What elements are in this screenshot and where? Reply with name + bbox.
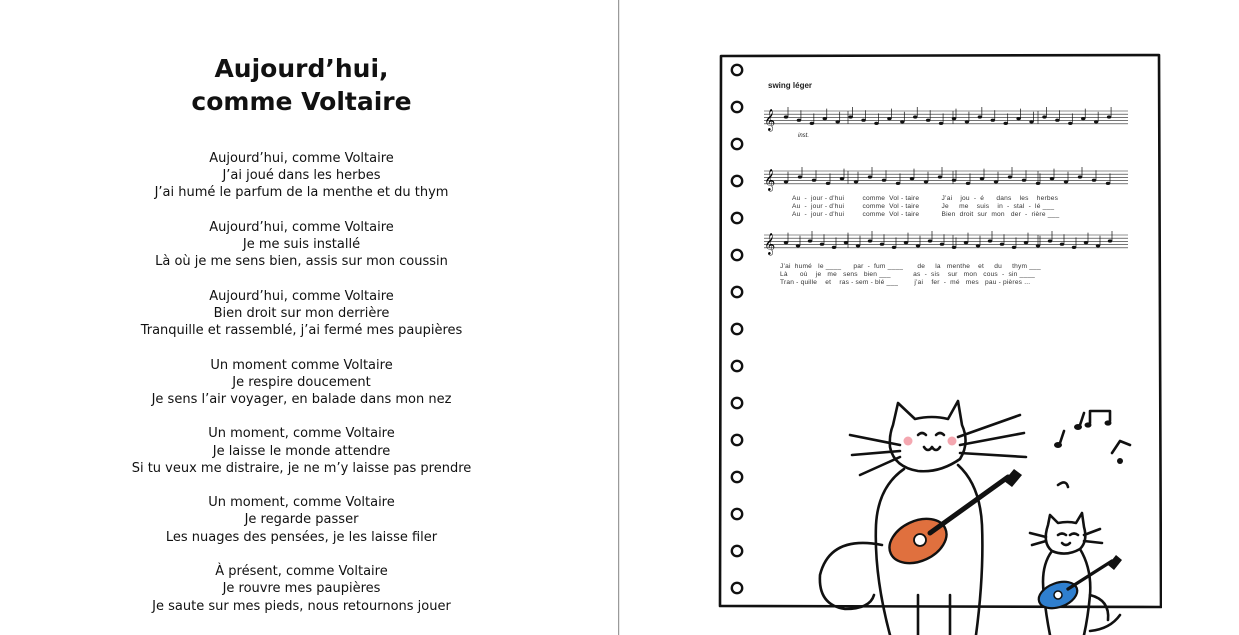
note-head (868, 239, 872, 242)
note-head (1060, 243, 1064, 246)
note-head (924, 180, 928, 183)
lyric-line: Là où je me sens bien, assis sur mon coussin (155, 254, 448, 270)
note-head (1012, 246, 1016, 249)
note-head (988, 239, 992, 242)
note-head (887, 117, 891, 120)
treble-clef-icon: 𝄞 (764, 109, 776, 131)
stanza (0, 563, 603, 615)
binder-hole (732, 435, 742, 445)
note-head (854, 180, 858, 183)
note-head (896, 182, 900, 185)
lyric-row: J’ai humé le ____ par - fum ____ de la menthe et du thym ___ (780, 263, 1041, 270)
binder-hole (732, 583, 742, 593)
lyric-line: À présent, comme Voltaire (215, 564, 388, 580)
binder-hole (732, 509, 742, 519)
note-head (952, 246, 956, 249)
lyric-line: J’ai humé le parfum de la menthe et du thym (154, 185, 449, 201)
binder-hole (732, 546, 742, 556)
note-head (784, 241, 788, 244)
note-head (952, 117, 956, 120)
lyric-line: Je laisse le monde attendre (212, 443, 391, 459)
note-head (1048, 239, 1052, 242)
note-head (892, 246, 896, 249)
note-head (868, 175, 872, 178)
note-head (966, 182, 970, 185)
note-head (1108, 239, 1112, 242)
note-head (913, 115, 917, 118)
note-head (1036, 244, 1040, 247)
note-head (861, 119, 865, 122)
binder-hole (732, 213, 742, 223)
right-page (620, 0, 1239, 635)
note-head (1064, 180, 1068, 183)
stanza (0, 219, 603, 271)
note-head (1107, 115, 1111, 118)
note-head (1050, 177, 1054, 180)
note-head (1072, 246, 1076, 249)
note-head (808, 239, 812, 242)
note-head (880, 243, 884, 246)
note-head (796, 244, 800, 247)
lyric-row: Au - jour - d’hui comme Vol - taire Je me suis in - stal - lé ___ (792, 203, 1055, 210)
song-title-line-1: Aujourd’hui, (214, 54, 389, 83)
note-head (991, 119, 995, 122)
note-head (1024, 241, 1028, 244)
note-head (978, 115, 982, 118)
note-head (835, 120, 839, 123)
note-head (784, 115, 788, 118)
note-head (910, 177, 914, 180)
note-head (964, 241, 968, 244)
binder-hole (732, 102, 742, 112)
stanza (0, 357, 603, 409)
note-head (965, 120, 969, 123)
lyric-line: Aujourd’hui, comme Voltaire (209, 288, 394, 304)
note-head (882, 179, 886, 182)
note-head (916, 244, 920, 247)
note-head (798, 175, 802, 178)
binder-hole (732, 398, 742, 408)
note-head (1078, 175, 1082, 178)
lyric-line: Les nuages des pensées, je les laisse filer (165, 529, 438, 545)
note-head (812, 179, 816, 182)
lyric-line: J’ai joué dans les herbes (222, 168, 381, 184)
note-head (820, 243, 824, 246)
note-head (1081, 117, 1085, 120)
note-head (938, 175, 942, 178)
lyric-line: Bien droit sur mon derrière (213, 305, 390, 321)
lyric-row: Au - jour - d’hui comme Vol - taire Bien droit sur mon der - rière ___ (792, 211, 1060, 218)
binder-hole (732, 287, 742, 297)
note-head (1003, 122, 1007, 125)
note-head (856, 244, 860, 247)
lyric-line: Un moment, comme Voltaire (208, 495, 395, 511)
note-head (1022, 179, 1026, 182)
note-head (939, 122, 943, 125)
binder-hole (732, 472, 742, 482)
note-head (1094, 120, 1098, 123)
left-page (0, 0, 619, 635)
note-head (848, 115, 852, 118)
binder-hole (732, 65, 742, 75)
lyric-line: Tranquille et rassemblé, j’ai fermé mes paupières (140, 323, 463, 339)
note-head (784, 180, 788, 183)
lyric-line: Si tu veux me distraire, je ne m’y laisse pas prendre (131, 460, 472, 476)
lyric-line: Un moment comme Voltaire (210, 357, 393, 373)
cats-playing-ukulele-illustration (790, 395, 1150, 635)
binder-hole (732, 139, 742, 149)
note-head (797, 119, 801, 122)
note-head (840, 177, 844, 180)
song-title-line-2: comme Voltaire (191, 87, 412, 116)
note-head (926, 119, 930, 122)
tempo-marking: swing léger (768, 81, 813, 90)
lyric-line: Je respire doucement (232, 374, 371, 390)
treble-clef-icon: 𝄞 (764, 233, 776, 255)
note-head (1096, 244, 1100, 247)
song-title (0, 52, 603, 118)
intro-label: inst. (798, 133, 810, 139)
note-head (1092, 179, 1096, 182)
lyric-line: Je regarde passer (244, 512, 359, 528)
note-head (1008, 175, 1012, 178)
stanza (0, 150, 603, 202)
stanza (0, 425, 603, 477)
binder-hole (732, 361, 742, 371)
note-head (832, 246, 836, 249)
note-head (980, 177, 984, 180)
note-head (952, 179, 956, 182)
lyric-line: Je sens l’air voyager, en balade dans mon nez (151, 391, 452, 407)
note-head (1000, 243, 1004, 246)
stanza (0, 288, 603, 340)
lyric-row: Au - jour - d’hui comme Vol - taire J’ai jou - é dans les herbes (792, 195, 1059, 202)
lyric-row: Tran - quille et ras - sem - blé ___ j’ai fer - mé mes pau - pières ... (780, 279, 1031, 286)
note-head (810, 122, 814, 125)
lyric-line: Aujourd’hui, comme Voltaire (209, 151, 394, 166)
binder-hole (732, 176, 742, 186)
lyric-line: Je me suis installé (242, 237, 361, 253)
binder-hole (732, 324, 742, 334)
stanza (0, 494, 603, 546)
note-head (1036, 182, 1040, 185)
note-head (874, 122, 878, 125)
lyric-line: Aujourd’hui, comme Voltaire (209, 219, 394, 235)
note-head (900, 120, 904, 123)
treble-clef-icon: 𝄞 (764, 169, 776, 191)
note-head (823, 117, 827, 120)
note-head (940, 243, 944, 246)
lyric-line: Un moment, comme Voltaire (208, 426, 395, 442)
note-head (928, 239, 932, 242)
note-head (1068, 122, 1072, 125)
note-head (844, 241, 848, 244)
note-head (994, 180, 998, 183)
note-head (1016, 117, 1020, 120)
note-head (1084, 241, 1088, 244)
binder-hole (732, 250, 742, 260)
note-head (976, 244, 980, 247)
lyric-row: Là où je me sens bien ___ as - sis sur mon cous - sin ____ (780, 271, 1035, 278)
note-head (1055, 119, 1059, 122)
note-head (826, 182, 830, 185)
lyric-line: Je saute sur mes pieds, nous retournons jouer (152, 598, 451, 614)
lyrics-block (0, 150, 603, 632)
note-head (904, 241, 908, 244)
note-head (1106, 182, 1110, 185)
note-head (1029, 120, 1033, 123)
note-head (1042, 115, 1046, 118)
lyric-line: Je rouvre mes paupières (222, 581, 381, 597)
